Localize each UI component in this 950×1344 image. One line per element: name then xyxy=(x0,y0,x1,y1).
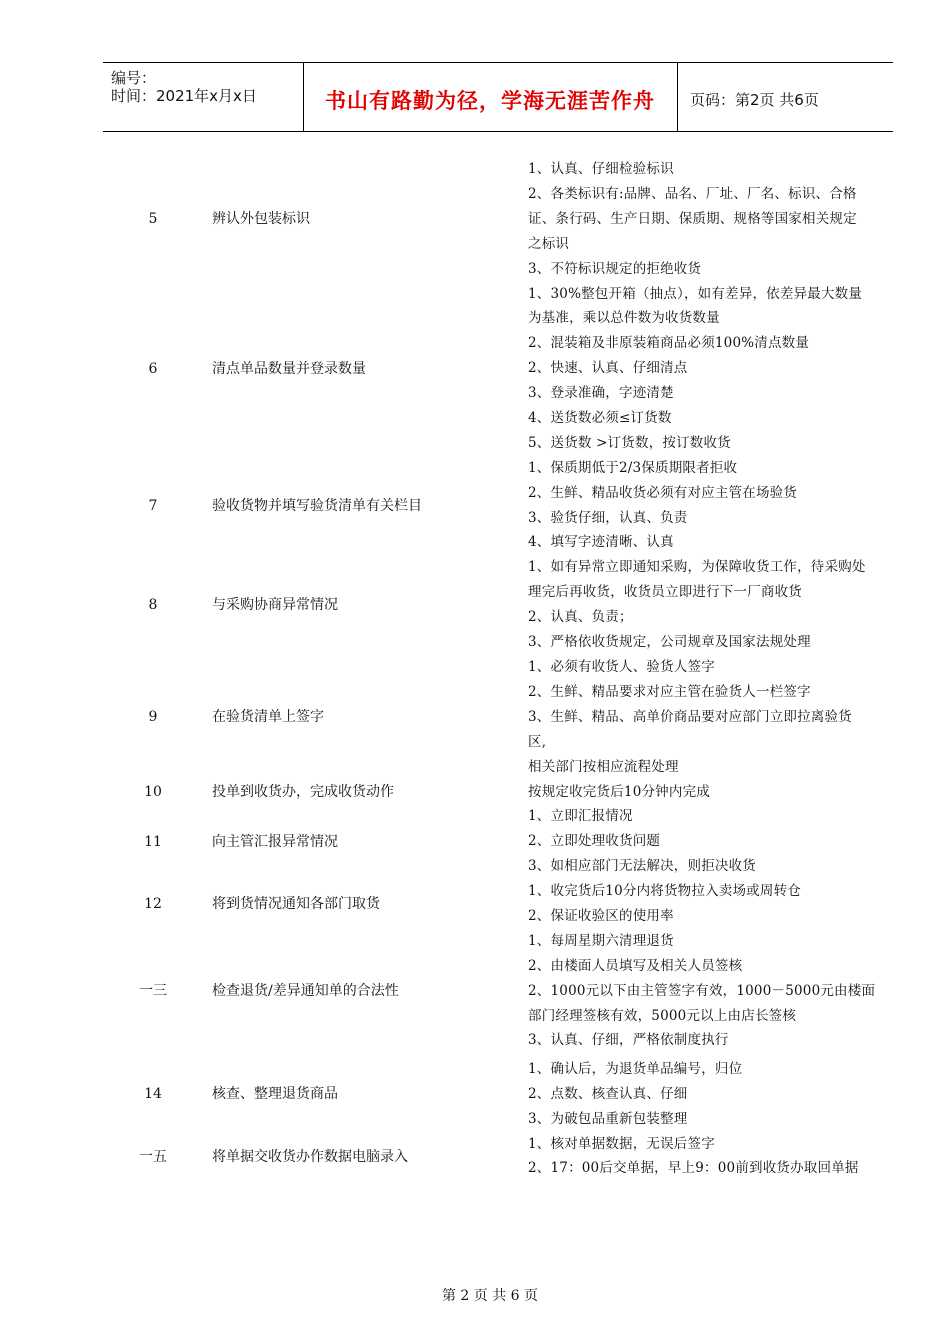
row-task: 辨认外包装标识 xyxy=(212,211,310,228)
row-task: 投单到收货办，完成收货动作 xyxy=(212,783,394,800)
row-number: 11 xyxy=(144,833,162,850)
requirement-line: 2、点数、核查认真、仔细 xyxy=(528,1085,688,1102)
requirement-line: 5、送货数 >订货数，按订数收货 xyxy=(528,434,731,451)
requirement-line: 2、生鲜、精品要求对应主管在验货人一栏签字 xyxy=(528,683,811,700)
document-date: 时间：2021年x月x日 xyxy=(111,87,257,105)
requirement-line: 1、必须有收货人、验货人签字 xyxy=(528,659,715,675)
row-requirements xyxy=(528,157,890,281)
row-task: 与采购协商异常情况 xyxy=(212,597,338,614)
requirement-line: 2、17：00后交单据，早上9：00前到收货办取回单据 xyxy=(528,1160,859,1177)
requirement-line: 3、生鲜、精品、高单价商品要对应部门立即拉离验货 xyxy=(528,708,852,725)
requirement-line: 2、立即处理收货问题 xyxy=(528,833,661,850)
row-requirements xyxy=(528,804,890,879)
requirement-line: 3、不符标识规定的拒绝收货 xyxy=(528,260,702,277)
requirement-line: 1、立即汇报情况 xyxy=(528,808,633,825)
requirement-line: 2、各类标识有:品牌、品名、厂址、厂名、标识、合格 xyxy=(528,185,857,202)
requirement-line: 按规定收完货后10分钟内完成 xyxy=(528,783,710,800)
requirement-line: 2、保证收验区的使用率 xyxy=(528,907,674,924)
row-number: 14 xyxy=(144,1086,162,1103)
requirement-line: 2、混装箱及非原装箱商品必须100%清点数量 xyxy=(528,335,810,352)
requirement-line: 之标识 xyxy=(528,235,570,252)
row-task: 核查、整理退货商品 xyxy=(212,1086,338,1103)
row-number: 12 xyxy=(144,896,162,912)
requirement-line: 2、1000元以下由主管签字有效，1000－5000元由楼面 xyxy=(528,982,876,999)
page-footer: 第 2 页 共 6 页 xyxy=(441,1288,539,1304)
row-requirements xyxy=(528,456,890,556)
requirement-line: 1、确认后，为退货单品编号，归位 xyxy=(528,1060,743,1077)
header-motto: 书山有路勤为径，学海无涯苦作舟 xyxy=(325,89,655,113)
requirement-line: 为基准，乘以总件数为收货数量 xyxy=(528,310,720,327)
requirement-line: 2、快速、认真、仔细清点 xyxy=(528,360,688,377)
requirement-line: 证、条行码、生产日期、保质期、规格等国家相关规定 xyxy=(528,210,857,227)
row-number: 一三 xyxy=(139,983,167,1000)
requirement-line: 1、收完货后10分内将货物拉入卖场或周转仓 xyxy=(528,883,801,900)
row-number: 6 xyxy=(148,360,158,377)
requirement-line: 相关部门按相应流程处理 xyxy=(528,758,679,775)
requirement-line: 1、保质期低于2/3保质期限者拒收 xyxy=(528,459,738,476)
header-page-info: 页码：第2页 共6页 xyxy=(690,91,819,109)
row-requirements xyxy=(528,282,890,456)
row-number: 8 xyxy=(148,597,158,614)
row-number: 10 xyxy=(144,783,162,800)
requirement-line: 2、由楼面人员填写及相关人员签核 xyxy=(528,957,743,974)
requirement-line: 4、送货数必须≤订货数 xyxy=(528,409,672,426)
requirement-line: 3、为破包品重新包装整理 xyxy=(528,1110,688,1127)
requirement-line: 1、认真、仔细检验标识 xyxy=(528,161,674,177)
row-number: 9 xyxy=(148,709,158,726)
requirement-line: 2、认真、负责； xyxy=(528,609,633,626)
row-task: 向主管汇报异常情况 xyxy=(212,833,338,850)
row-requirements xyxy=(528,929,890,1053)
row-number: 一五 xyxy=(139,1148,167,1165)
row-task: 检查退货/差异通知单的合法性 xyxy=(212,983,399,1000)
row-task: 验收货物并填写验货清单有关栏目 xyxy=(212,497,422,514)
requirement-line: 1、30%整包开箱（抽点），如有差异，依差异最大数量 xyxy=(528,285,863,302)
requirement-line: 4、填写字迹清晰、认真 xyxy=(528,534,674,551)
row-task: 清点单品数量并登录数量 xyxy=(212,360,366,377)
requirement-line: 1、如有异常立即通知采购，为保障收货工作，待采购处 xyxy=(528,559,866,576)
row-requirements xyxy=(528,1057,890,1132)
row-requirements xyxy=(528,879,890,929)
requirement-line: 3、认真、仔细，严格依制度执行 xyxy=(528,1032,729,1049)
requirement-line: 3、如相应部门无法解决，则拒决收货 xyxy=(528,858,756,875)
row-task: 将到货情况通知各部门取货 xyxy=(212,896,380,912)
requirement-line: 区, xyxy=(528,733,547,750)
document-code-label: 编号： xyxy=(111,69,157,87)
row-task: 将单据交收货办作数据电脑录入 xyxy=(212,1148,408,1165)
requirement-line: 3、登录准确，字迹清楚 xyxy=(528,385,674,402)
requirement-line: 1、每周星期六清理退货 xyxy=(528,932,674,949)
requirement-line: 2、生鲜、精品收货必须有对应主管在场验货 xyxy=(528,484,798,501)
requirement-line: 3、验货仔细，认真、负责 xyxy=(528,509,688,526)
requirement-line: 1、核对单据数据，无误后签字 xyxy=(528,1135,715,1152)
row-requirements xyxy=(528,1132,890,1182)
row-requirements xyxy=(528,780,890,805)
row-requirements xyxy=(528,555,890,655)
requirement-line: 部门经理签核有效，5000元以上由店长签核 xyxy=(528,1007,797,1024)
requirement-line: 理完后再收货，收货员立即进行下一厂商收货 xyxy=(528,584,802,601)
row-number: 5 xyxy=(148,211,158,228)
row-task: 在验货清单上签字 xyxy=(212,709,324,726)
row-number: 7 xyxy=(148,497,158,514)
row-requirements xyxy=(528,655,890,779)
requirement-line: 3、严格依收货规定，公司规章及国家法规处理 xyxy=(528,634,811,651)
